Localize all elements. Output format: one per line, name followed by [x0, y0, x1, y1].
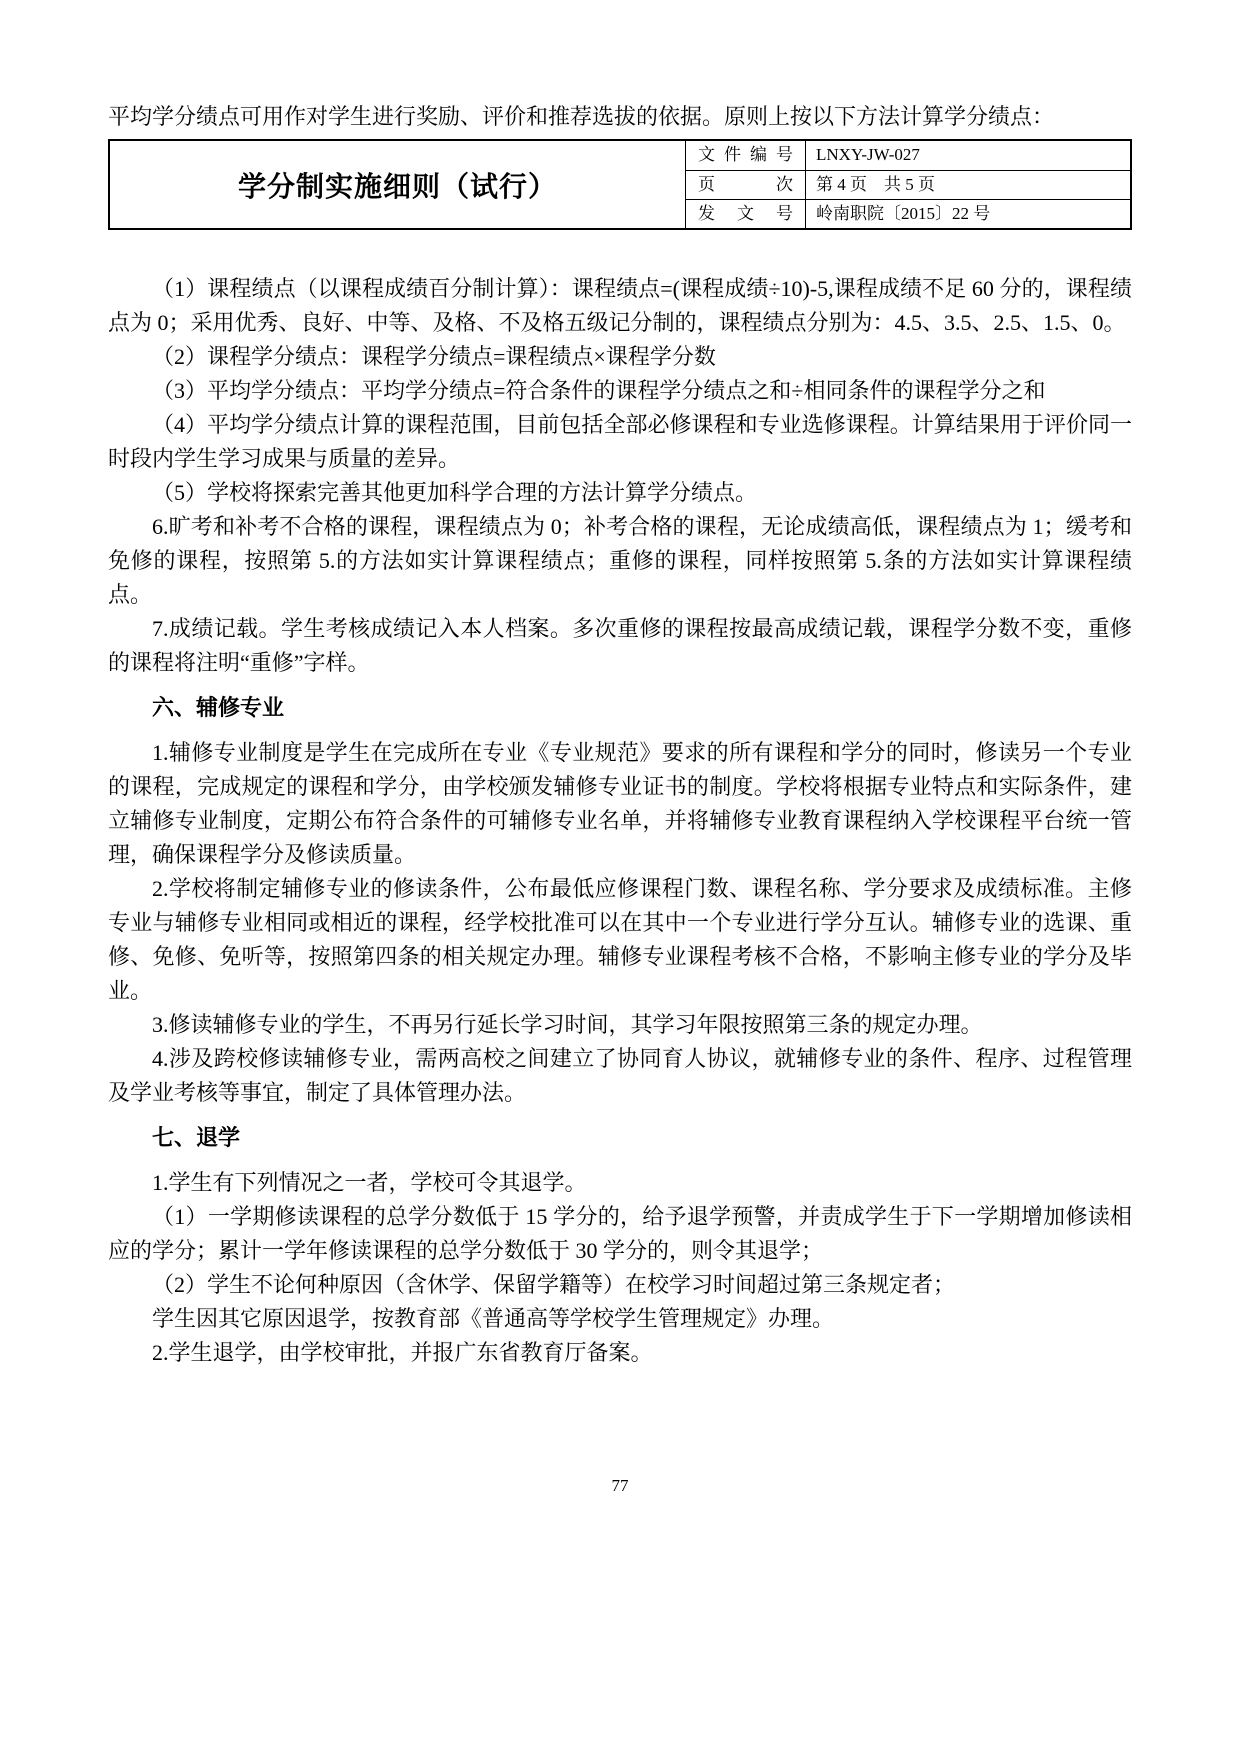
body-paragraph: （3）平均学分绩点：平均学分绩点=符合条件的课程学分绩点之和÷相同条件的课程学分之和: [152, 378, 1046, 403]
document-body: [108, 272, 1132, 1370]
body-paragraph: 2.学校将制定辅修专业的修读条件，公布最低应修课程门数、课程名称、学分要求及成绩标准。主修专业与辅修专业相同或相近的课程，经学校批准可以在其中一个专业进行学分互认。辅修专业的选课、重修、免修、免听等，按照第四条的相关规定办理。辅修专业课程考核不合格，不影响主修专业的学分及毕业。: [108, 876, 1132, 1003]
section-heading: 六、辅修专业: [152, 695, 285, 720]
document-title: 学分制实施细则（试行）: [110, 141, 686, 228]
section-heading: 七、退学: [152, 1125, 241, 1150]
header-field-value-page: 第 4 页 共 5 页: [806, 170, 1130, 199]
body-paragraph: 3.修读辅修专业的学生，不再另行延长学习时间，其学习年限按照第三条的规定办理。: [152, 1012, 983, 1037]
body-paragraph: 7.成绩记载。学生考核成绩记入本人档案。多次重修的课程按最高成绩记载，课程学分数不变，重修的课程将注明“重修”字样。: [108, 616, 1132, 675]
body-paragraph: 4.涉及跨校修读辅修专业，需两高校之间建立了协同育人协议，就辅修专业的条件、程序、过程管理及学业考核等事宜，制定了具体管理办法。: [108, 1046, 1132, 1105]
body-paragraph: 2.学生退学，由学校审批，并报广东省教育厅备案。: [152, 1340, 653, 1365]
body-paragraph: （5）学校将探索完善其他更加科学合理的方法计算学分绩点。: [152, 480, 758, 505]
body-paragraph: （1）课程绩点（以课程成绩百分制计算）：课程绩点=(课程成绩÷10)-5,课程成绩不足 60 分的，课程绩点为 0；采用优秀、良好、中等、及格、不及格五级记分制的，课程绩点分别为：4.5、3.5、2.5、1.5、0。: [108, 276, 1132, 335]
body-paragraph: （4）平均学分绩点计算的课程范围，目前包括全部必修课程和专业选修课程。计算结果用于评价同一时段内学生学习成果与质量的差异。: [108, 412, 1132, 471]
header-field-label-page: 页次: [686, 170, 806, 199]
header-field-value-doc-number: LNXY-JW-027: [816, 145, 920, 164]
body-paragraph: （1）一学期修读课程的总学分数低于 15 学分的，给予退学预警，并责成学生于下一学期增加修读相应的学分；累计一学年修读课程的总学分数低于 30 学分的，则令其退学；: [108, 1204, 1132, 1263]
body-paragraph: （2）课程学分绩点：课程学分绩点=课程绩点×课程学分数: [152, 344, 716, 369]
page-number: 77: [611, 1476, 629, 1495]
body-paragraph: （2）学生不论何种原因（含休学、保留学籍等）在校学习时间超过第三条规定者；: [152, 1272, 956, 1297]
body-paragraph: 1.辅修专业制度是学生在完成所在专业《专业规范》要求的所有课程和学分的同时，修读另一个专业的课程，完成规定的课程和学分，由学校颁发辅修专业证书的制度。学校将根据专业特点和实际条件，建立辅修专业制度，定期公布符合条件的可辅修专业名单，并将辅修专业教育课程纳入学校课程平台统一管理，确保课程学分及修读质量。: [108, 740, 1132, 867]
header-field-value-issue-number: 岭南职院〔2015〕22 号: [806, 199, 1130, 228]
body-paragraph: 1.学生有下列情况之一者，学校可令其退学。: [152, 1170, 587, 1195]
header-field-label-doc-number: 文件编号: [686, 141, 806, 170]
body-paragraph: 6.旷考和补考不合格的课程，课程绩点为 0；补考合格的课程，无论成绩高低，课程绩点为 1；缓考和免修的课程，按照第 5.的方法如实计算课程绩点；重修的课程，同样按照第 5.条的方法如实计算课程绩点。: [108, 514, 1132, 607]
document-header-table: [108, 139, 1132, 230]
header-field-label-issue-number: 发文号: [686, 199, 806, 228]
body-paragraph: 学生因其它原因退学，按教育部《普通高等学校学生管理规定》办理。: [152, 1306, 835, 1331]
intro-paragraph: 平均学分绩点可用作对学生进行奖励、评价和推荐选拔的依据。原则上按以下方法计算学分绩点：: [108, 104, 1055, 129]
